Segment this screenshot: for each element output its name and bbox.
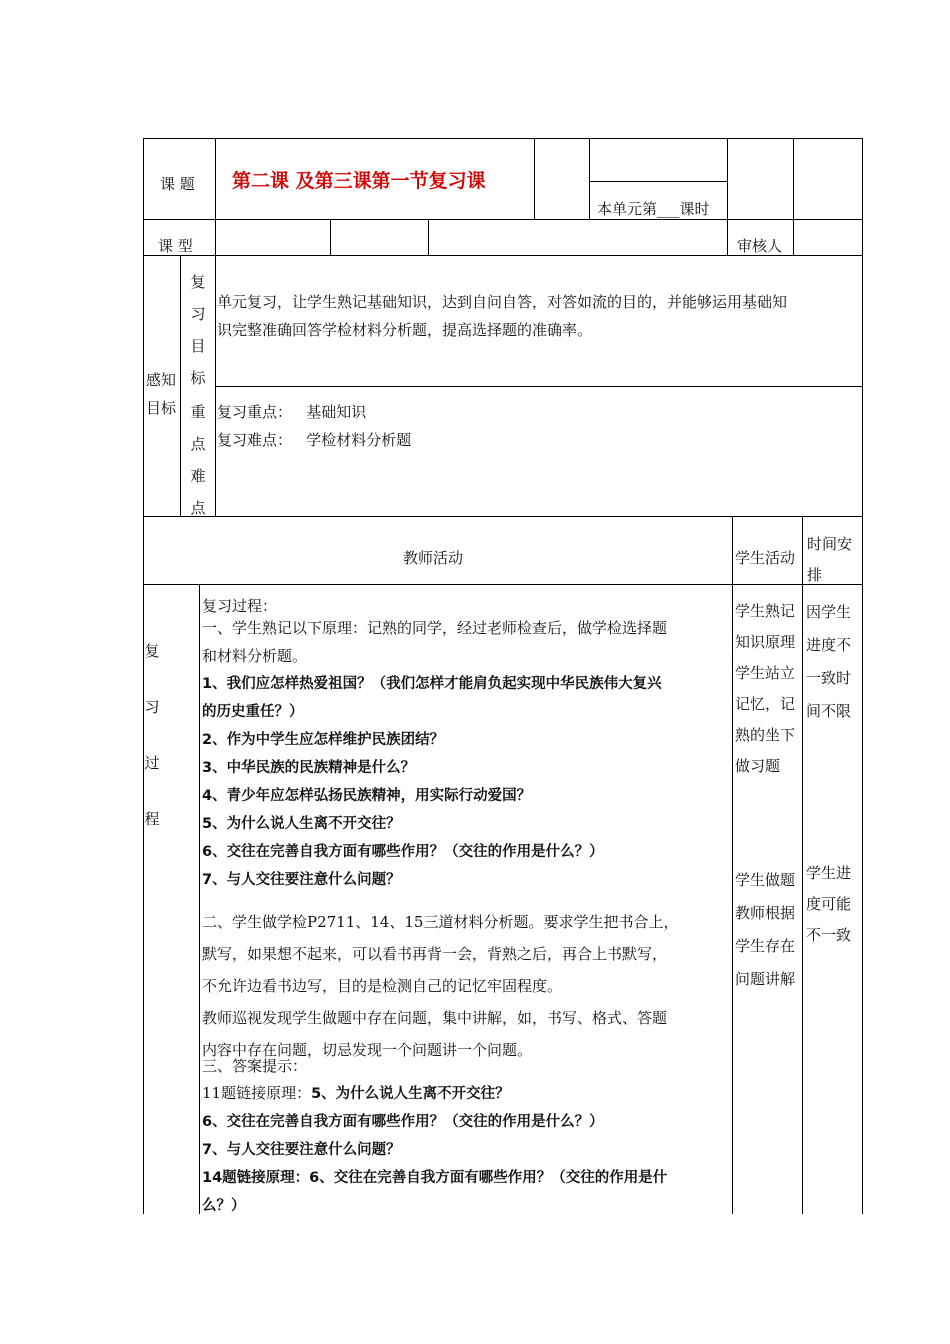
table-border-top (143, 138, 862, 139)
student-activity-line: 学生存在 (735, 937, 796, 955)
student-activity-line: 学生做题 (735, 871, 796, 889)
perception-section-label (146, 366, 180, 422)
key-point: 复习重点： 基础知识 (217, 403, 367, 421)
process-label-char: 程 (144, 810, 160, 828)
goal-label-char: 标 (190, 369, 206, 387)
part2-line: 默写，如果想不起来，可以看书再背一会，背熟之后，再合上书默写， (202, 945, 668, 963)
part2-line: 教师巡视发现学生做题中存在问题，集中讲解，如，书写、格式、答题 (202, 1009, 668, 1027)
process-label (142, 623, 162, 847)
time-note-line: 间不限 (806, 702, 852, 720)
process-part1 (202, 614, 667, 670)
process-label-char: 复 (144, 642, 160, 660)
column-divider (199, 584, 200, 1214)
answer-line-plain: 11题链接原理： (202, 1084, 312, 1102)
time-header-line: 排 (807, 566, 823, 584)
keypoint-label-char: 点 (190, 499, 206, 517)
column-divider (215, 138, 216, 516)
process-label-char: 习 (144, 698, 160, 716)
keypoint-label (188, 396, 208, 524)
column-divider (589, 138, 590, 219)
teacher-activity-header: 教师活动 (403, 549, 464, 567)
student-activity-line: 学生熟记 (735, 602, 796, 620)
student-activity-line: 熟的坐下 (735, 726, 796, 744)
goal-label-char: 目 (190, 337, 206, 355)
column-divider (802, 516, 803, 1214)
unit-period-divider (589, 181, 727, 182)
answer-line: 么？） (202, 1198, 246, 1214)
time-note-b (806, 858, 851, 951)
column-divider (428, 219, 429, 255)
time-header-line: 时间安 (807, 535, 853, 553)
time-note-line: 进度不 (806, 636, 852, 654)
section-label-line: 目标 (146, 399, 177, 417)
column-divider (534, 138, 535, 219)
student-activity-line: 知识原理 (735, 633, 796, 651)
keypoint-label-char: 点 (190, 435, 206, 453)
process-intro: 复习过程： (202, 597, 278, 615)
time-note-line: 度可能 (806, 895, 852, 913)
reviewer-label: 审核人 (737, 237, 783, 255)
question-line: 5、为什么说人生离不开交往？ (202, 816, 401, 832)
answer-line: 14题链接原理：6、交往在完善自我方面有哪些作用？（交往的作用是什 (202, 1170, 668, 1186)
question-line: 3、中华民族的民族精神是什么？ (202, 760, 416, 776)
row-divider (143, 584, 862, 585)
part2-line: 不允许边看书边写，目的是检测自己的记忆牢固程度。 (202, 977, 563, 995)
row-divider (143, 516, 862, 517)
time-header (807, 529, 852, 591)
review-questions (202, 670, 662, 894)
answer-line-bold: 5、为什么说人生离不开交往？ (311, 1086, 510, 1102)
answer-hints (202, 1079, 667, 1220)
part2-line: 内容中存在问题，切忌发现一个问题讲一个问题。 (202, 1041, 533, 1059)
part3-title: 三、答案提示： (202, 1057, 308, 1075)
goal-label-char: 习 (190, 305, 206, 323)
column-divider (793, 138, 794, 255)
student-activity-line: 做习题 (735, 757, 781, 775)
section-label-line: 感知 (146, 371, 177, 389)
goal-text (217, 288, 787, 344)
column-divider (180, 255, 181, 516)
part2-line: 二、学生做学检P2711、14、15三道材料分析题。要求学生把书合上， (202, 913, 679, 931)
time-note-line: 不一致 (806, 926, 852, 944)
key-points (217, 398, 411, 454)
row-divider (215, 386, 862, 387)
question-line: 4、青少年应怎样弘扬民族精神，用实际行动爱国？ (202, 788, 532, 804)
goal-label-char: 复 (190, 273, 206, 291)
process-part2 (202, 906, 678, 1066)
student-activity-line: 问题讲解 (735, 970, 796, 988)
process-label-char: 过 (144, 754, 160, 772)
unit-period: 本单元第___课时 (597, 200, 710, 218)
keypoint-label-char: 重 (190, 403, 206, 421)
student-activity-line: 教师根据 (735, 904, 796, 922)
time-note-line: 因学生 (806, 603, 852, 621)
part1-line: 一、学生熟记以下原理：记熟的同学，经过老师检查后，做学检选择题 (202, 619, 668, 637)
column-divider (727, 138, 728, 255)
question-line: 的历史重任？） (202, 704, 304, 720)
answer-line: 6、交往在完善自我方面有哪些作用？（交往的作用是什么？） (202, 1114, 604, 1130)
table-border-right (862, 138, 863, 1214)
column-divider (732, 516, 733, 1214)
lesson-title: 第二课 及第三课第一节复习课 (232, 170, 486, 192)
part1-line: 和材料分析题。 (202, 647, 308, 665)
goal-text-line: 单元复习，让学生熟记基础知识，达到自问自答，对答如流的目的，并能够运用基础知 (217, 293, 788, 311)
student-activity-line: 记忆，记 (735, 695, 796, 713)
time-note-a (806, 596, 851, 728)
time-note-line: 学生进 (806, 864, 852, 882)
type-label: 课 型 (158, 237, 193, 255)
answer-line: 7、与人交往要注意什么问题？ (202, 1142, 401, 1158)
row-divider (143, 219, 862, 220)
question-line: 6、交往在完善自我方面有哪些作用？（交往的作用是什么？） (202, 844, 604, 860)
column-divider (330, 219, 331, 255)
question-line: 7、与人交往要注意什么问题？ (202, 872, 401, 888)
student-activity-b (735, 864, 795, 996)
goal-text-line: 识完整准确回答学检材料分析题，提高选择题的准确率。 (217, 321, 593, 339)
time-note-line: 一致时 (806, 669, 852, 687)
topic-label: 课 题 (160, 175, 195, 193)
student-activity-header: 学生活动 (735, 549, 796, 567)
answer-line (202, 1079, 667, 1108)
question-line: 2、作为中学生应怎样维护民族团结？ (202, 732, 445, 748)
student-activity-line: 学生站立 (735, 664, 796, 682)
difficult-point: 复习难点： 学检材料分析题 (217, 431, 412, 449)
student-activity-a (735, 596, 795, 782)
keypoint-label-char: 难 (190, 467, 206, 485)
question-line: 1、我们应怎样热爱祖国？（我们怎样才能肩负起实现中华民族伟大复兴 (202, 676, 662, 692)
goal-label (188, 266, 208, 394)
